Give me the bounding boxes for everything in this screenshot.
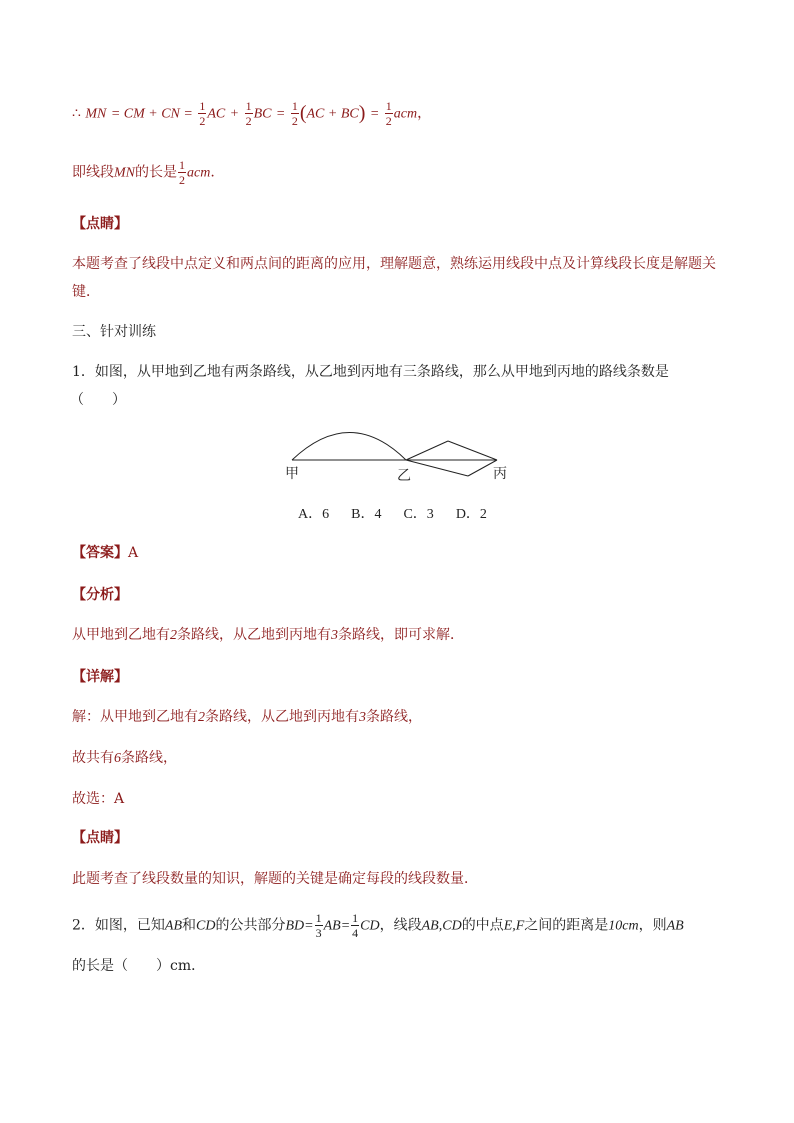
answer-value: A <box>128 545 139 561</box>
fraction-half: $\frac{1}{2}$ <box>179 158 185 187</box>
question-1-text: 1．如图，从甲地到乙地有两条路线，从乙地到丙地有三条路线，那么从甲地到丙地的路线条数是 <box>72 364 669 380</box>
mn-length-statement: 即线段MN的长是 $\frac{1}{2}$ acm. <box>72 158 215 187</box>
fraction-quarter: $\frac{1}{4}$ <box>352 911 359 940</box>
note-paragraph-2: 此题考查了线段数量的知识，解题的关键是确定每段的线段数量． <box>72 871 478 887</box>
heading-fenxi: 【分析】 <box>72 587 128 603</box>
ac-var: AC <box>207 106 226 122</box>
cm-cn-expr: = CM + CN = <box>110 106 193 122</box>
note-paragraph-1: 本题考查了线段中点定义和两点间的距离的应用，理解题意，熟练运用线段中点及计算线段长度是解题关键． <box>72 256 716 300</box>
route-lower-1 <box>406 460 468 476</box>
choice-a[interactable]: A．6 <box>298 507 330 522</box>
arc-route <box>292 433 406 461</box>
label-yi: 乙 <box>397 468 411 484</box>
choice-c[interactable]: C．3 <box>403 507 434 522</box>
equation-mn-sum: ∴ MN = CM + CN = $\frac{1}{2}$ AC + $\frac{1}{2}$ BC = $\frac{1}{2}$ (AC + BC) = $\frac{1}{2}$ acm， <box>72 99 432 128</box>
heading-dianjing-2: 【点睛】 <box>72 830 128 846</box>
label-jia: 甲 <box>285 466 299 482</box>
heading-dianjing: 【点睛】 <box>72 216 128 232</box>
bc-var: BC <box>253 106 272 122</box>
fraction-half: $\frac{1}{2}$ <box>245 99 252 128</box>
equals-sign: = <box>369 106 380 122</box>
question-2-text: 2．如图，已知AB和CD的公共部分BD= $\frac{1}{3}$ AB= $\frac{1}{4}$ CD，线段AB,CD的中点E,F之间的距离是10cm，则AB <box>72 911 684 940</box>
fraction-half: $\frac{1}{2}$ <box>291 99 298 128</box>
answer-choices <box>298 503 509 523</box>
xiangjie-line-1: 解：从甲地到乙地有2条路线，从乙地到丙地有3条路线， <box>72 709 422 725</box>
label-bing: 丙 <box>493 466 507 482</box>
choice-b[interactable]: B．4 <box>351 507 382 522</box>
question-1-paren: （ ） <box>70 392 126 408</box>
therefore-symbol: ∴ <box>72 105 81 122</box>
fraction-third: $\frac{1}{3}$ <box>315 911 322 940</box>
ac-plus-bc: AC + BC <box>306 106 359 122</box>
section-heading: 三、针对训练 <box>72 324 156 340</box>
route-lower-2 <box>468 460 497 476</box>
xiangjie-line-2: 故共有6条路线， <box>72 750 177 766</box>
fraction-half: $\frac{1}{2}$ <box>199 99 206 128</box>
question-2-line-2: 的长是（ ）cm． <box>72 958 206 974</box>
acm-var: acm <box>393 106 418 122</box>
xiangjie-line-3: 故选：A <box>72 791 125 807</box>
mn-var: MN <box>85 106 107 122</box>
equals-sign: = <box>275 106 286 122</box>
route-upper-1 <box>406 441 448 460</box>
heading-answer: 【答案】A <box>72 545 139 561</box>
choice-d[interactable]: D．2 <box>455 507 487 522</box>
fenxi-text: 从甲地到乙地有2条路线，从乙地到丙地有3条路线，即可求解． <box>72 627 464 643</box>
plus-sign: + <box>229 106 240 122</box>
route-upper-2 <box>448 441 497 460</box>
heading-xiangjie: 【详解】 <box>72 669 128 685</box>
fraction-half: $\frac{1}{2}$ <box>385 99 392 128</box>
